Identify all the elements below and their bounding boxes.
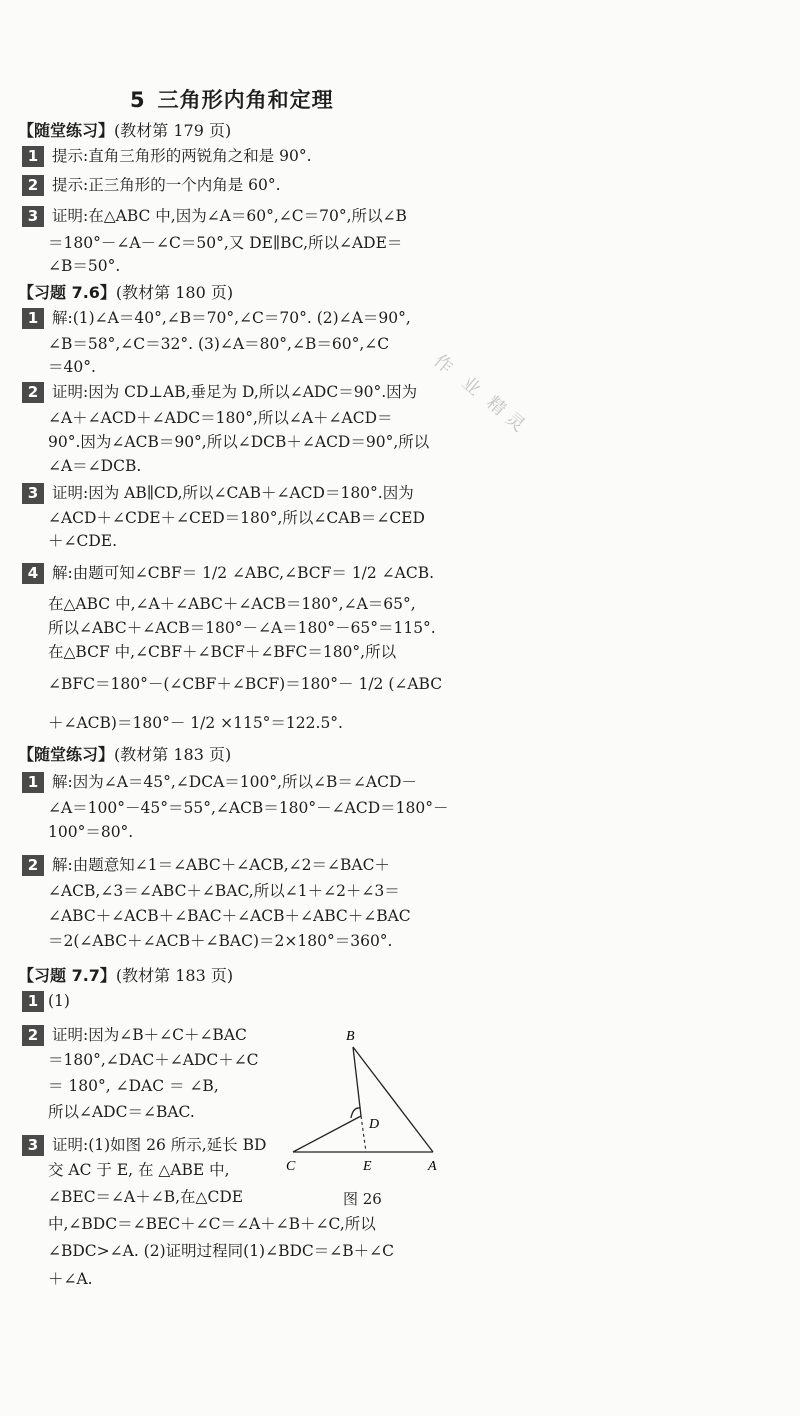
question-number-badge: 1 (22, 146, 44, 167)
text-line: ∠A＝100°－45°＝55°,∠ACB＝180°－∠ACD＝180°－ (48, 799, 449, 817)
question-number-badge: 2 (22, 382, 44, 403)
section-ref: (教材第 180 页) (115, 283, 234, 302)
text-line: ＋∠A. (48, 1270, 93, 1288)
question-number-badge: 2 (22, 1025, 44, 1046)
section-heading (18, 742, 231, 765)
text-line: 90°.因为∠ACB＝90°,所以∠DCB＋∠ACD＝90°,所以 (48, 433, 430, 451)
question-number-badge: 3 (22, 206, 44, 227)
text-line: 证明:在△ABC 中,因为∠A＝60°,∠C＝70°,所以∠B (52, 207, 407, 225)
text-line: ＝40°. (48, 358, 96, 376)
section-heading (18, 963, 233, 986)
watermark-char: 精 (482, 392, 510, 420)
question-number-badge: 3 (22, 1135, 44, 1156)
watermark-char: 作 (429, 350, 457, 378)
label-b: B (346, 1029, 355, 1044)
text-line: 提示:直角三角形的两锐角之和是 90°. (52, 147, 312, 165)
text-line: 在△BCF 中,∠CBF＋∠BCF＋∠BFC＝180°,所以 (48, 643, 397, 661)
section-head: 【习题 7.6】 (18, 283, 116, 302)
segment-cd (293, 1116, 361, 1152)
watermark-char: 灵 (501, 408, 529, 436)
triangle-figure (283, 1025, 453, 1215)
text-line: ＝2(∠ABC＋∠ACB＋∠BAC)＝2×180°＝360°. (48, 932, 393, 950)
text-line: ＝180°,∠DAC＋∠ADC＋∠C (48, 1051, 259, 1069)
text-line: 证明:(1)如图 26 所示,延长 BD (52, 1136, 267, 1154)
page-title (130, 84, 334, 114)
text-line: 所以∠ADC＝∠BAC. (48, 1103, 195, 1121)
text-line: 中,∠BDC＝∠BEC＋∠C＝∠A＋∠B＋∠C,所以 (48, 1215, 376, 1233)
text-line: ∠A＝∠DCB. (48, 457, 142, 475)
section-ref: (教材第 183 页) (114, 745, 232, 764)
question-number-badge: 1 (22, 772, 44, 793)
label-a: A (428, 1159, 437, 1174)
text-line: 解:(1)∠A＝40°,∠B＝70°,∠C＝70°. (2)∠A＝90°, (52, 309, 411, 327)
question-number-badge: 3 (22, 483, 44, 504)
text-line: ∠B＝58°,∠C＝32°. (3)∠A＝80°,∠B＝60°,∠C (48, 335, 390, 353)
section-head: 【随堂练习】 (18, 121, 115, 140)
text-line: ∠B＝50°. (48, 257, 121, 275)
text-line: 在△ABC 中,∠A＋∠ABC＋∠ACB＝180°,∠A＝65°, (48, 595, 416, 613)
text-line: 所以∠ABC＋∠ACB＝180°－∠A＝180°－65°＝115°. (48, 619, 436, 637)
section-ref: (教材第 179 页) (114, 121, 232, 140)
label-c: C (286, 1159, 296, 1174)
text-line: ∠ACD＋∠CDE＋∠CED＝180°,所以∠CAB＝∠CED (48, 509, 425, 527)
section-head: 【随堂练习】 (18, 745, 115, 764)
text-line: 证明:因为∠B＋∠C＋∠BAC (52, 1026, 247, 1044)
text-line: 解:因为∠A＝45°,∠DCA＝100°,所以∠B＝∠ACD－ (52, 773, 417, 791)
text-line: 解:由题意知∠1＝∠ABC＋∠ACB,∠2＝∠BAC＋ (52, 856, 390, 874)
segment-ba (353, 1047, 433, 1152)
text-line: ∠ACB,∠3＝∠ABC＋∠BAC,所以∠1＋∠2＋∠3＝ (48, 882, 400, 900)
text-line: ∠ABC＋∠ACB＋∠BAC＋∠ACB＋∠ABC＋∠BAC (48, 907, 411, 925)
section-ref: (教材第 183 页) (115, 966, 234, 985)
question-number-badge: 2 (22, 855, 44, 876)
label-e: E (363, 1159, 372, 1174)
section-heading (18, 280, 233, 303)
question-number-badge: 1 (22, 308, 44, 329)
question-number-badge: 2 (22, 175, 44, 196)
text-line: ∠BDC>∠A. (2)证明过程同(1)∠BDC＝∠B＋∠C (48, 1242, 394, 1260)
watermark-char: 业 (457, 372, 485, 400)
text-line: ＋∠ACB)＝180°－ 1/2 ×115°＝122.5°. (48, 714, 343, 732)
segment-bd (353, 1047, 361, 1116)
figure-caption: 图 26 (343, 1190, 382, 1208)
section-heading (18, 118, 231, 141)
text-line: 提示:正三角形的一个内角是 60°. (52, 176, 281, 194)
angle-arc-bdc (351, 1108, 360, 1118)
segment-de-dashed (361, 1116, 366, 1152)
text-line: ＝180°－∠A－∠C＝50°,又 DE∥BC,所以∠ADE＝ (48, 234, 403, 252)
question-number-badge: 4 (22, 563, 44, 584)
text-line: ∠BEC＝∠A＋∠B,在△CDE (48, 1188, 244, 1206)
text-line: ∠BFC＝180°－(∠CBF＋∠BCF)＝180°－ 1/2 (∠ABC (48, 675, 443, 693)
text-line: (1) (48, 992, 70, 1010)
text-line: ＝ 180°, ∠DAC ＝ ∠B, (48, 1077, 219, 1095)
label-d: D (369, 1117, 380, 1132)
text-line: 100°＝80°. (48, 823, 134, 841)
section-head: 【习题 7.7】 (18, 966, 116, 985)
text-line: ∠A＋∠ACD＋∠ADC＝180°,所以∠A＋∠ACD＝ (48, 409, 393, 427)
text-line: 解:由题可知∠CBF＝ 1/2 ∠ABC,∠BCF＝ 1/2 ∠ACB. (52, 564, 435, 582)
title-text: 三角形内角和定理 (157, 88, 334, 112)
title-number: 5 (130, 88, 146, 112)
text-line: 交 AC 于 E, 在 △ABE 中, (48, 1161, 230, 1179)
text-line: ＋∠CDE. (48, 532, 118, 550)
text-line: 证明:因为 CD⊥AB,垂足为 D,所以∠ADC＝90°.因为 (52, 383, 418, 401)
text-line: 证明:因为 AB∥CD,所以∠CAB＋∠ACD＝180°.因为 (52, 484, 414, 502)
question-number-badge: 1 (22, 991, 44, 1012)
